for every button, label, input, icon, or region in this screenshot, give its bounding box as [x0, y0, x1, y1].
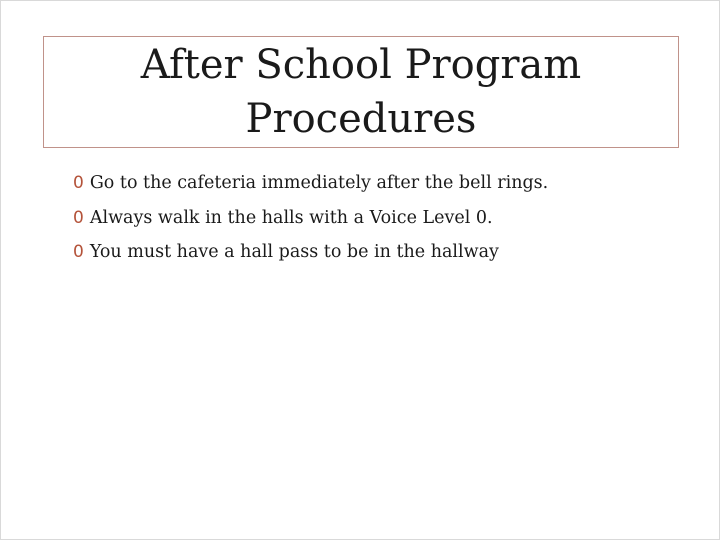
bullet-text: Always walk in the halls with a Voice Level 0.: [89, 207, 493, 228]
slide-title: [141, 38, 581, 146]
bullet-marker-icon: 0: [73, 207, 84, 228]
bullet-item: [73, 235, 693, 270]
bullet-list: [73, 166, 693, 270]
bullet-marker-icon: 0: [73, 242, 84, 262]
title-line-2: Procedures: [245, 96, 477, 142]
bullet-text: Go to the cafeteria immediately after the bell rings.: [89, 173, 549, 193]
bullet-item: [73, 201, 693, 236]
bullet-marker-icon: 0: [73, 173, 84, 193]
title-line-1: After School Program: [140, 42, 582, 88]
bullet-text: You must have a hall pass to be in the hallway: [89, 242, 499, 262]
bullet-item: [73, 166, 693, 201]
title-placeholder: [43, 36, 679, 148]
